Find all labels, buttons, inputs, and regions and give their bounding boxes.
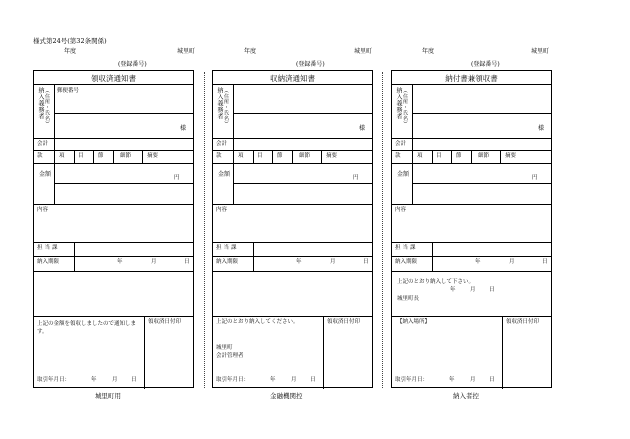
- category-setsu: 節: [456, 153, 462, 159]
- cut-line: [204, 72, 205, 388]
- payer-label: 納入義務者: [216, 87, 223, 120]
- date-day: 日: [131, 377, 137, 383]
- category-summary: 摘要: [505, 153, 517, 159]
- honorific: 様: [538, 125, 545, 132]
- category-summary: 摘要: [147, 153, 159, 159]
- payer-sub-label: (住所・氏名): [223, 91, 229, 124]
- category-kou: 項: [417, 153, 423, 159]
- date-year: 年: [117, 259, 123, 265]
- deadline-label: 納入期限: [216, 259, 239, 265]
- yen-unit: 円: [174, 175, 180, 181]
- town-label: 城里町: [531, 48, 550, 55]
- form-number: 様式第24号(第32条関係): [33, 37, 107, 45]
- postal-code-label: 郵便番号: [57, 88, 80, 94]
- date-year: 年: [270, 377, 276, 383]
- department-label: 担当課: [37, 245, 60, 251]
- content-label: 内容: [216, 207, 228, 213]
- category-setsu: 節: [277, 153, 283, 159]
- date-day: 日: [542, 259, 548, 265]
- copy-footer: 金融機関控: [270, 392, 303, 400]
- category-kan: 款: [37, 153, 43, 159]
- amount-label-kin: 金額: [39, 171, 52, 178]
- receipt-notice-form: [33, 70, 194, 388]
- payer-label: 納入義務者: [395, 87, 402, 120]
- form-title: 領収済通知書: [91, 74, 136, 83]
- date-year: 年: [450, 287, 456, 293]
- stamp-label: 領収済日付印: [327, 319, 361, 325]
- category-kou: 項: [59, 153, 65, 159]
- amount-label-kin: 金額: [397, 171, 410, 178]
- category-moku: 目: [257, 153, 263, 159]
- cut-line: [382, 72, 383, 388]
- yen-unit: 円: [532, 175, 538, 181]
- account-label: 会計: [216, 141, 228, 147]
- form-title: 納付書兼領収書: [445, 74, 498, 83]
- category-kan: 款: [395, 153, 401, 159]
- date-month: 月: [470, 377, 476, 383]
- town-label: 城里町: [177, 48, 196, 55]
- date-day: 日: [489, 287, 495, 293]
- category-saisetsu: 細節: [120, 153, 132, 159]
- deadline-label: 納入期限: [37, 259, 60, 265]
- town-mayor: 城里町長: [397, 296, 420, 302]
- transaction-date-label: 取引年月日：: [216, 377, 250, 383]
- receipt-message: 上記の金額を領収しましたので通知します。: [37, 321, 137, 336]
- town-label: 城里町: [354, 48, 373, 55]
- transaction-date-label: 取引年月日：: [37, 377, 71, 383]
- account-label: 会計: [395, 141, 407, 147]
- payer-label: 納入義務者: [37, 87, 44, 120]
- accounting-manager: 会計管理者: [216, 353, 244, 359]
- registration-number: (登録番号): [471, 61, 500, 68]
- payer-sub-label: (住所・氏名): [44, 91, 50, 124]
- category-saisetsu: 細節: [299, 153, 311, 159]
- payment-receipt-form: [391, 70, 552, 388]
- date-day: 日: [310, 377, 316, 383]
- category-summary: 摘要: [326, 153, 338, 159]
- stamp-label: 領収済日付印: [148, 319, 182, 325]
- payment-notice-form: [212, 70, 373, 388]
- town-name: 城里町: [216, 345, 233, 351]
- registration-number: (登録番号): [296, 61, 325, 68]
- date-day: 日: [184, 259, 190, 265]
- date-month: 月: [330, 259, 336, 265]
- yen-unit: 円: [353, 175, 359, 181]
- copy-footer: 納入者控: [453, 392, 479, 400]
- registration-number: (登録番号): [118, 61, 147, 68]
- date-month: 月: [470, 287, 476, 293]
- payment-message: 上記のとおり納入して下さい。: [397, 279, 475, 285]
- fiscal-year-label: 年度: [64, 48, 77, 55]
- category-kou: 項: [238, 153, 244, 159]
- fiscal-year-label: 年度: [244, 48, 257, 55]
- honorific: 様: [359, 125, 366, 132]
- amount-label-kin: 金額: [218, 171, 231, 178]
- fiscal-year-label: 年度: [422, 48, 435, 55]
- date-day: 日: [489, 377, 495, 383]
- date-month: 月: [509, 259, 515, 265]
- copy-footer: 城里町用: [95, 392, 121, 400]
- department-label: 担当課: [216, 245, 239, 251]
- honorific: 様: [180, 125, 187, 132]
- date-day: 日: [363, 259, 369, 265]
- category-kan: 款: [216, 153, 222, 159]
- category-setsu: 節: [98, 153, 104, 159]
- deadline-label: 納入期限: [395, 259, 418, 265]
- date-year: 年: [449, 377, 455, 383]
- payment-place-label: 【納入場所】: [397, 319, 431, 325]
- date-year: 年: [91, 377, 97, 383]
- form-title: 収納済通知書: [270, 74, 315, 83]
- account-label: 会計: [37, 141, 49, 147]
- department-label: 担当課: [395, 245, 418, 251]
- transaction-date-label: 取引年月日：: [395, 377, 429, 383]
- category-moku: 目: [78, 153, 84, 159]
- content-label: 内容: [37, 207, 49, 213]
- category-moku: 目: [436, 153, 442, 159]
- stamp-label: 領収済日付印: [506, 319, 540, 325]
- date-year: 年: [475, 259, 481, 265]
- payment-message: 上記のとおり納入してください。: [216, 319, 299, 325]
- content-label: 内容: [395, 207, 407, 213]
- date-month: 月: [291, 377, 297, 383]
- date-month: 月: [151, 259, 157, 265]
- payer-sub-label: (住所・氏名): [402, 91, 408, 124]
- date-year: 年: [296, 259, 302, 265]
- date-month: 月: [112, 377, 118, 383]
- category-saisetsu: 細節: [478, 153, 490, 159]
